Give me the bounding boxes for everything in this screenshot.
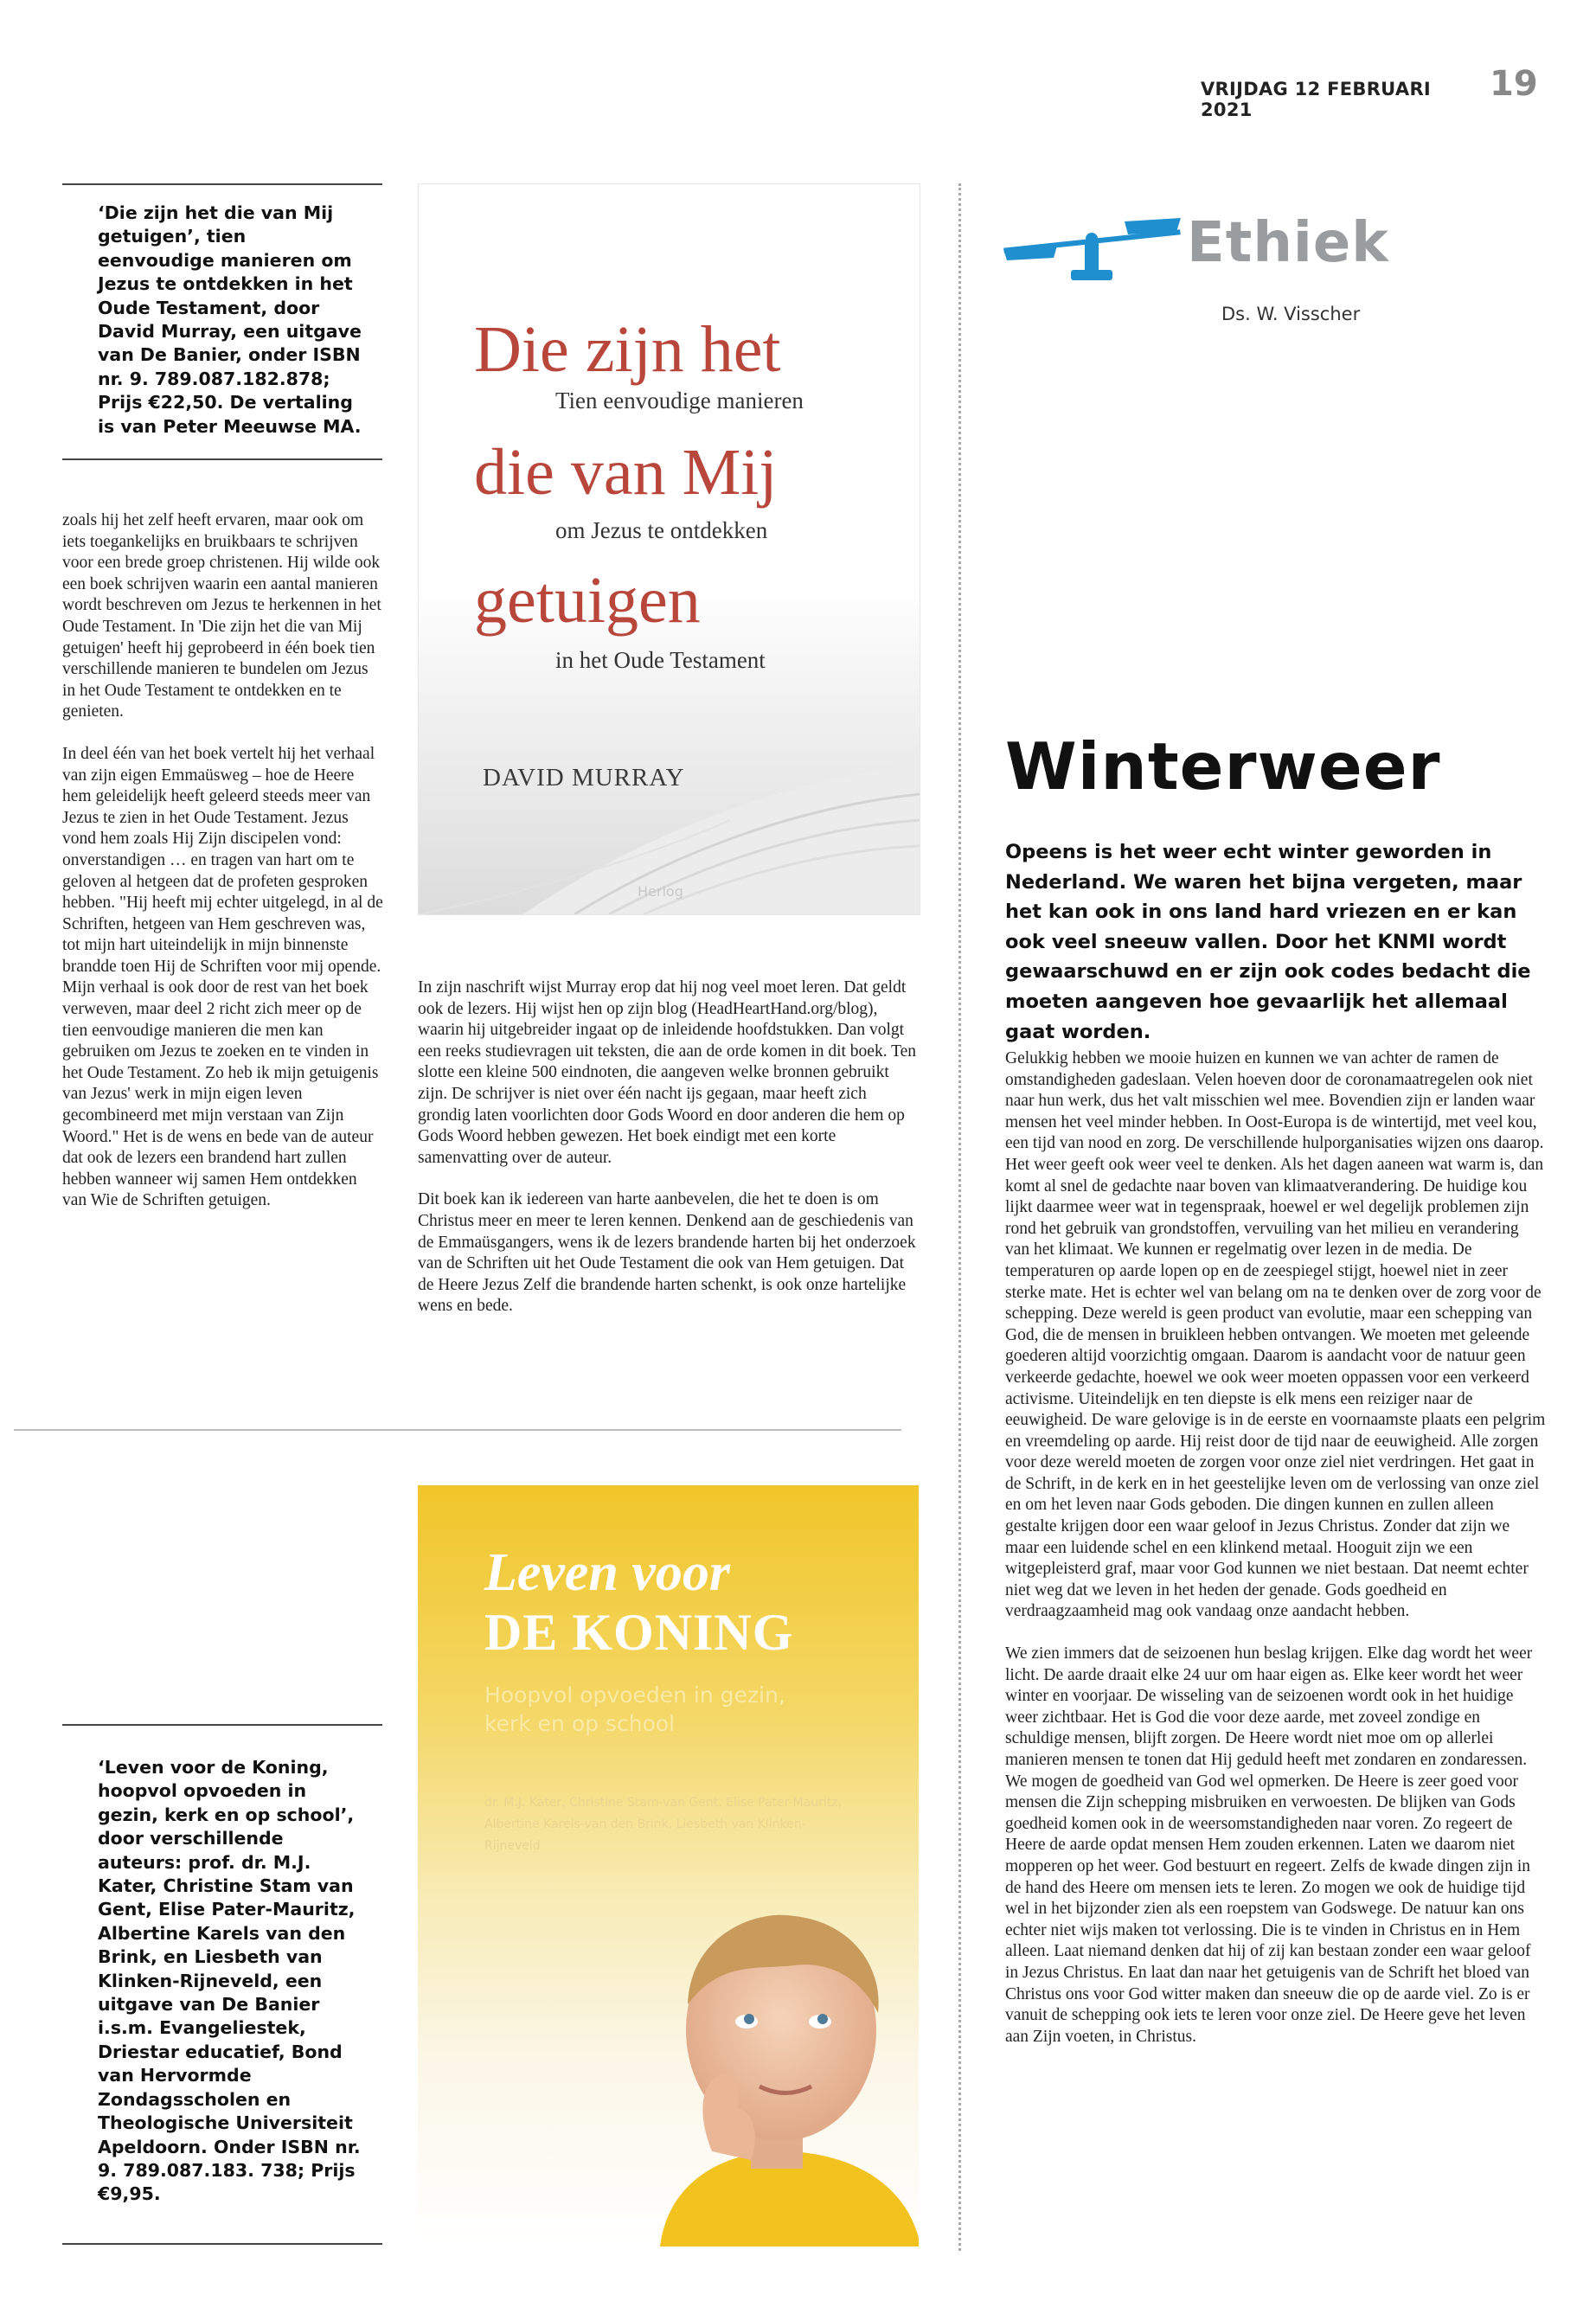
cover2-title-line2: DE KONING: [484, 1604, 794, 1661]
caption2-rule-top: [62, 1724, 382, 1726]
page-date: VRIJDAG 12 FEBRUARI 2021: [1201, 79, 1432, 120]
article-intro: Opeens is het weer echt winter geworden in Nederland. We waren het bijna vergeten, maar het kan ook in ons land hard vriezen en er kan ook veel sneeuw vallen. Door het KNMI wordt gewaarschuwd en er zijn ook codes bedacht die moeten aangeven hoe gevaarlijk het allemaal gaat worden.: [1005, 841, 1531, 1043]
cover1-publisher-logo: Herlog: [638, 883, 683, 900]
scales-icon: [1003, 213, 1181, 284]
caption-rule-top: [62, 183, 382, 185]
book1-cover: [418, 183, 920, 915]
caption2-rule-bottom: [62, 2243, 382, 2245]
section-divider: [14, 1429, 901, 1431]
child-photo: [608, 1892, 919, 2247]
cover2-title-line1: Leven voor: [484, 1543, 731, 1602]
book1-caption: ‘Die zijn het die van Mij getuigen’, tien eenvoudige manieren om Jezus te ontdekken in het Oude Testament, door David Murray, een uitgave van De Banier, onder ISBN nr. 9. 789.087.182.878; Prijs €22,50. De vertaling is van Peter Meeuwse MA.: [98, 202, 362, 437]
cover1-author: DAVID MURRAY: [483, 764, 685, 792]
article-left-paragraph: zoals hij het zelf heeft ervaren, maar ook om iets toegankelijks en bruikbaars te schrijven voor een brede groep christenen. Hij wilde ook een boek schrijven waarin een aantal manieren wordt beschreven om Jezus te herkennen in het Oude Testament. In 'Die zijn het die van Mij getuigen' heeft hij geprobeerd in één boek tien verschillende manieren te bundelen om Jezus in het Oude Testament te ontdekken en te genieten.: [62, 511, 381, 721]
cover2-authors: dr. M.J. Kater, Christine Stam-van Gent, Elise Pater-Mauritz, Albertine Karels-van den Brink, Liesbeth van Klinken-Rijneveld: [484, 1796, 843, 1853]
book2-cover: [418, 1485, 919, 2247]
page-number: 19: [1490, 64, 1538, 104]
cover1-subtitle-line1: Tien eenvoudige manieren: [555, 388, 804, 413]
caption-rule-bottom: [62, 458, 382, 460]
cover1-subtitle-line2: om Jezus te ontdekken: [555, 517, 768, 543]
book2-caption: ‘Leven voor de Koning, hoopvol opvoeden in gezin, kerk en op school’, door verschillende auteurs: prof. dr. M.J. Kater, Christine Stam van Gent, Elise Pater-Mauritz, Albertine Karels van den Brink, en Liesbeth van Klinken-Rijneveld, een uitgave van De Banier i.s.m. Evangeliestek, Driestar educatief, Bond van Hervormde Zondagsscholen en Theologische Universiteit Apeldoorn. Onder ISBN nr. 9. 789.087.183. 738; Prijs €9,95.: [98, 1757, 361, 2205]
article-body-paragraph: Gelukkig hebben we mooie huizen en kunnen we van achter de ramen de omstandigheden gadeslaan. Velen hoeven door de coronamaatregelen ook niet naar hun werk, dus het valt misschien wel mee. Bovendien zijn er landen waar mensen het veel minder hebben. In Oost-Europa is de wintertijd, met veel kou, een tijd van nood en zorg. De verschillende hulporganisaties wijzen ons daarop. Het weer geeft ook weer veel te denken. Als het dagen aaneen wat warm is, dan komt al snel de gedachte naar boven van klimaatverandering. De huidige kou lijkt daarmee weer wat in tegenspraak, hoewel er wel degelijk problemen zijn rond het gebruik van grondstoffen, vervuiling van het milieu en verandering van het klimaat. We kunnen er regelmatig over lezen in de media. De temperaturen op aarde lopen op en de zeespiegel stijgt, hoewel niet in zeer sterke mate. Het is echter wel van belang om na te denken over de zorg voor de schepping. Deze wereld is geen product van evolutie, maar een schepping van God, die de mensen in bruikleen hebben ontvangen. We moeten met geleende goederen altijd voorzichtig omgaan. Daarom is aandacht voor de natuur geen verkeerde gedachte, hoewel we ook weer moeten oppassen voor een verkeerd activisme. Uiteindelijk en ten diepste is elk mens een reiziger naar de eeuwigheid. De ware gelovige is in de eerste en voornaamste plaats een pelgrim en vreemdeling op aarde. Hij reist door de tijd naar de eeuwigheid. Alle zorgen voor deze wereld moeten de zorgen voor onze ziel niet verdringen. Het gaat in de Schrift, in de kerk en in het geestelijke leven om de verlossing van onze ziel en om het leven naar Gods geboden. Die dingen kunnen en zullen alleen gestalte krijgen door een waar geloof in Jezus Christus. Zonder dat zijn we maar een luidende schel en een klinkend metaal. Hooguit zijn we een witgepleisterd graf, maar voor God kunnen we niet bestaan. Dat neemt echter niet weg dat we leven in het heden der genade. Gods goedheid en verdraagzaamheid mag ook vandaag onze aandacht hebben.: [1005, 1049, 1546, 1621]
cover1-title-line3: getuigen: [474, 564, 701, 637]
article-body-paragraph: We zien immers dat de seizoenen hun beslag krijgen. Elke dag wordt het weer licht. De aarde draait elke 24 uur om haar eigen as. Elke keer wordt het weer winter en voorjaar. De wisseling van de seizoenen wordt ook in het huidige weer zichtbaar. Het is God die voor deze aarde, met zoveel zondige en schuldige mensen, blijft zorgen. De Heere wordt niet moe om op allerlei manieren mensen te tonen dat Hij geduld heeft met zondaren en zondaressen. We mogen de goedheid van God wel opmerken. De Heere is zeer goed voor mensen die Zijn schepping misbruiken en verwoesten. De blijken van Gods goedheid komen ook in de weersomstandigheden naar voren. Zo regeert de Heere de aarde opdat mensen Hem zouden erkennen. Laten we daarom niet mopperen op het weer. God bestuurt en regeert. Zelfs de kwade dingen zijn in de hand des Heere om mensen iets te leren. Zo mogen we ook de huidige tijd wel in het bijzonder zien als een roepstem van Godswege. De natuur kan ons echter niet wijs maken tot verlossing. Die is te vinden in Christus en in Hem alleen. Laat niemand denken dat hij of zij kan bestaan zonder een waar geloof in Jezus Christus. En laat dan naar het getuigenis van de Schrift het bloed van Christus ons voor God witter maken dan sneeuw die op de aarde viel. Zo is er vanuit de schepping ook iets te leren voor onze ziel. De Heere geve het leven aan Zijn voeten, in Christus.: [1005, 1644, 1533, 2046]
article-left-paragraph: In deel één van het boek vertelt hij het verhaal van zijn eigen Emmaüsweg – hoe de Heere hem geleidelijk heeft geleerd steeds meer van Jezus te zien in het Oude Testament. Jezus vond hem zoals Hij Zijn discipelen vond: onverstandigen … en tragen van hart om te geloven al hetgeen dat de profeten gesproken hebben. "Hij heeft mij echter uitgelegd, in al de Schriften, hetgeen van Hem geschreven was, tot mijn hart uiteindelijk in mijn binnenste brandde toen Hij de Schriften voor mij opende. Mijn verhaal is ook door de rest van het boek verweven, maar deel 2 richt zich meer op de tien eenvoudige manieren die men kan gebruiken om Jezus te zoeken en te vinden in het Oude Testament. Zo heb ik mijn getuigenis van Jezus' werk in mijn eigen leven gecombineerd met mijn verstaan van Zijn Woord." Het is de wens en bede van de auteur dat ook de lezers een brandend hart zullen hebben wanneer wij samen Hem ontdekken van Wie de Schriften getuigen.: [62, 744, 383, 1210]
article-headline: Winterweer: [1005, 728, 1441, 804]
cover2-subtitle: Hoopvol opvoeden in gezin, kerk en op school: [484, 1682, 785, 1736]
article-middle-paragraph: In zijn naschrift wijst Murray erop dat hij nog veel moet leren. Dat geldt ook de lezers. Hij wijst hen op zijn blog (HeadHeartHand.org/blog), waarin hij uitgebreider ingaat op de inleidende hoofdstukken. Dan volgt een reeks studievragen uit teksten, die aan de orde komen in dit boek. Ten slotte een kleine 500 eindnoten, die aangeven welke bronnen gebruikt zijn. De schrijver is niet over één nacht ijs gegaan, maar heeft zich grondig laten voorlichten door Gods Woord en door anderen die hem op Gods Woord hebben gewezen. Het boek eindigt met een korte samenvatting over de auteur.: [418, 978, 917, 1167]
article-left-column: [62, 510, 384, 1233]
article-body: [1005, 1048, 1547, 2068]
section-title: Ethiek: [1187, 211, 1389, 275]
cover1-title-line1: Die zijn het: [474, 313, 781, 386]
cover1-title-line2: die van Mij: [474, 436, 778, 509]
article-middle-paragraph: Dit boek kan ik iedereen van harte aanbevelen, die het te doen is om Christus meer en meer te leren kennen. Denkend aan de geschiedenis van de Emmaüsgangers, wens ik de lezers brandende harten bij het onderzoek van de Schriften uit het Oude Testament die ook van Hem getuigen. Dat de Heere Jezus Zelf die brandende harten schenkt, is ook onze hartelijke wens en bede.: [418, 1190, 916, 1316]
cover1-subtitle-line3: in het Oude Testament: [555, 647, 766, 673]
article-middle-column: [418, 977, 918, 1338]
column-author: Ds. W. Visscher: [1221, 304, 1361, 324]
column-divider: [958, 183, 961, 2251]
